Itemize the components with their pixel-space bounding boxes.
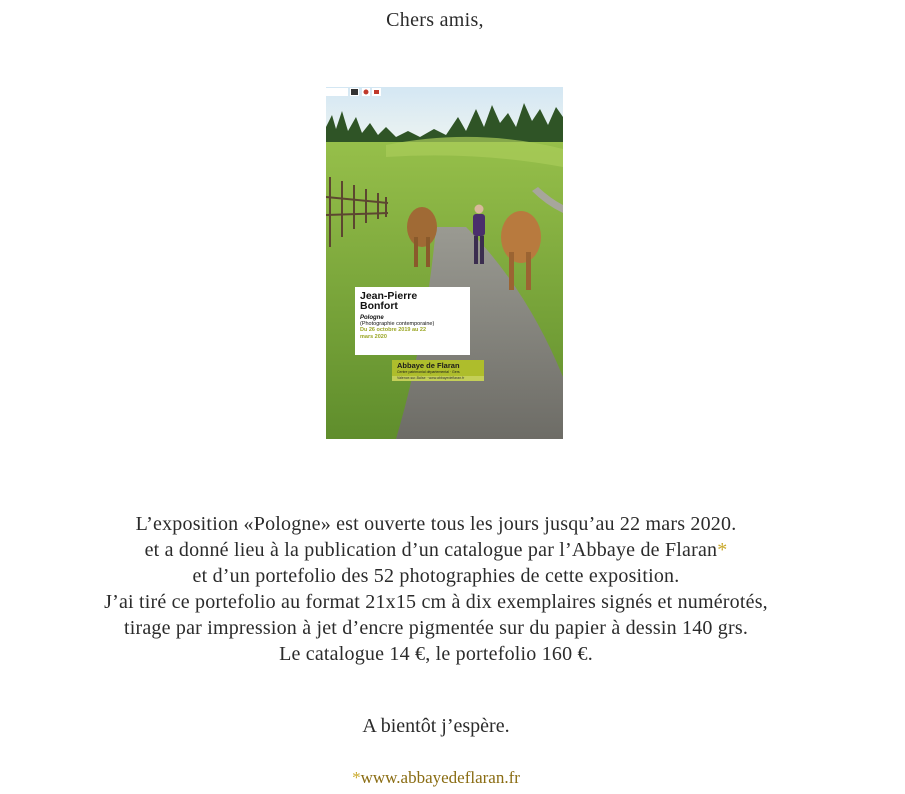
website-link[interactable]: www.abbayedeflaran.fr	[360, 768, 520, 787]
letter-body	[0, 511, 872, 667]
footnote-mark: *	[717, 539, 728, 561]
poster-subtitle: (Photographie contemporaine)	[360, 321, 435, 327]
greeting: Chers amis,	[386, 9, 484, 31]
poster-photo	[326, 87, 563, 439]
poster-artist: Jean-Pierre Bonfort	[360, 290, 418, 312]
footnote-mark-footer: *	[352, 768, 361, 787]
closing-line: A bientôt j’espère.	[362, 715, 510, 737]
body-line-4: J’ai tiré ce portefolio au format 21x15 cm à dix exemplaires signés et numérotés,	[104, 591, 768, 613]
poster-venue: Abbaye de Flaran	[397, 361, 460, 370]
poster-venue-box	[392, 360, 484, 376]
body-line-6: Le catalogue 14 €, le portefolio 160 €.	[279, 643, 593, 665]
body-line-5: tirage par impression à jet d’encre pigmentée sur du papier à dessin 140 grs.	[123, 617, 749, 639]
sponsor-logos	[326, 87, 386, 97]
poster-title: Pologne	[360, 315, 384, 321]
website-footnote	[0, 768, 872, 788]
body-line-3: et d’un portefolio des 52 photographies de cette exposition.	[192, 565, 680, 587]
exhibition-poster	[326, 87, 563, 439]
poster-label-box	[355, 287, 470, 355]
body-line-2	[0, 537, 872, 563]
body-line-1: L’exposition «Pologne» est ouverte tous les jours jusqu’au 22 mars 2020.	[135, 513, 737, 535]
poster-dates: Du 26 octobre 2019 au 22 mars 2020	[360, 327, 427, 340]
body-line-2-text: et a donné lieu à la publication d’un catalogue par l’Abbaye de Flaran	[144, 539, 718, 561]
poster-venue-sub: Centre patrimonial départemental · Gers	[397, 370, 460, 374]
poster-venue-info: Valence-sur-Baïse · www.abbayedeflaran.fr	[392, 376, 484, 381]
